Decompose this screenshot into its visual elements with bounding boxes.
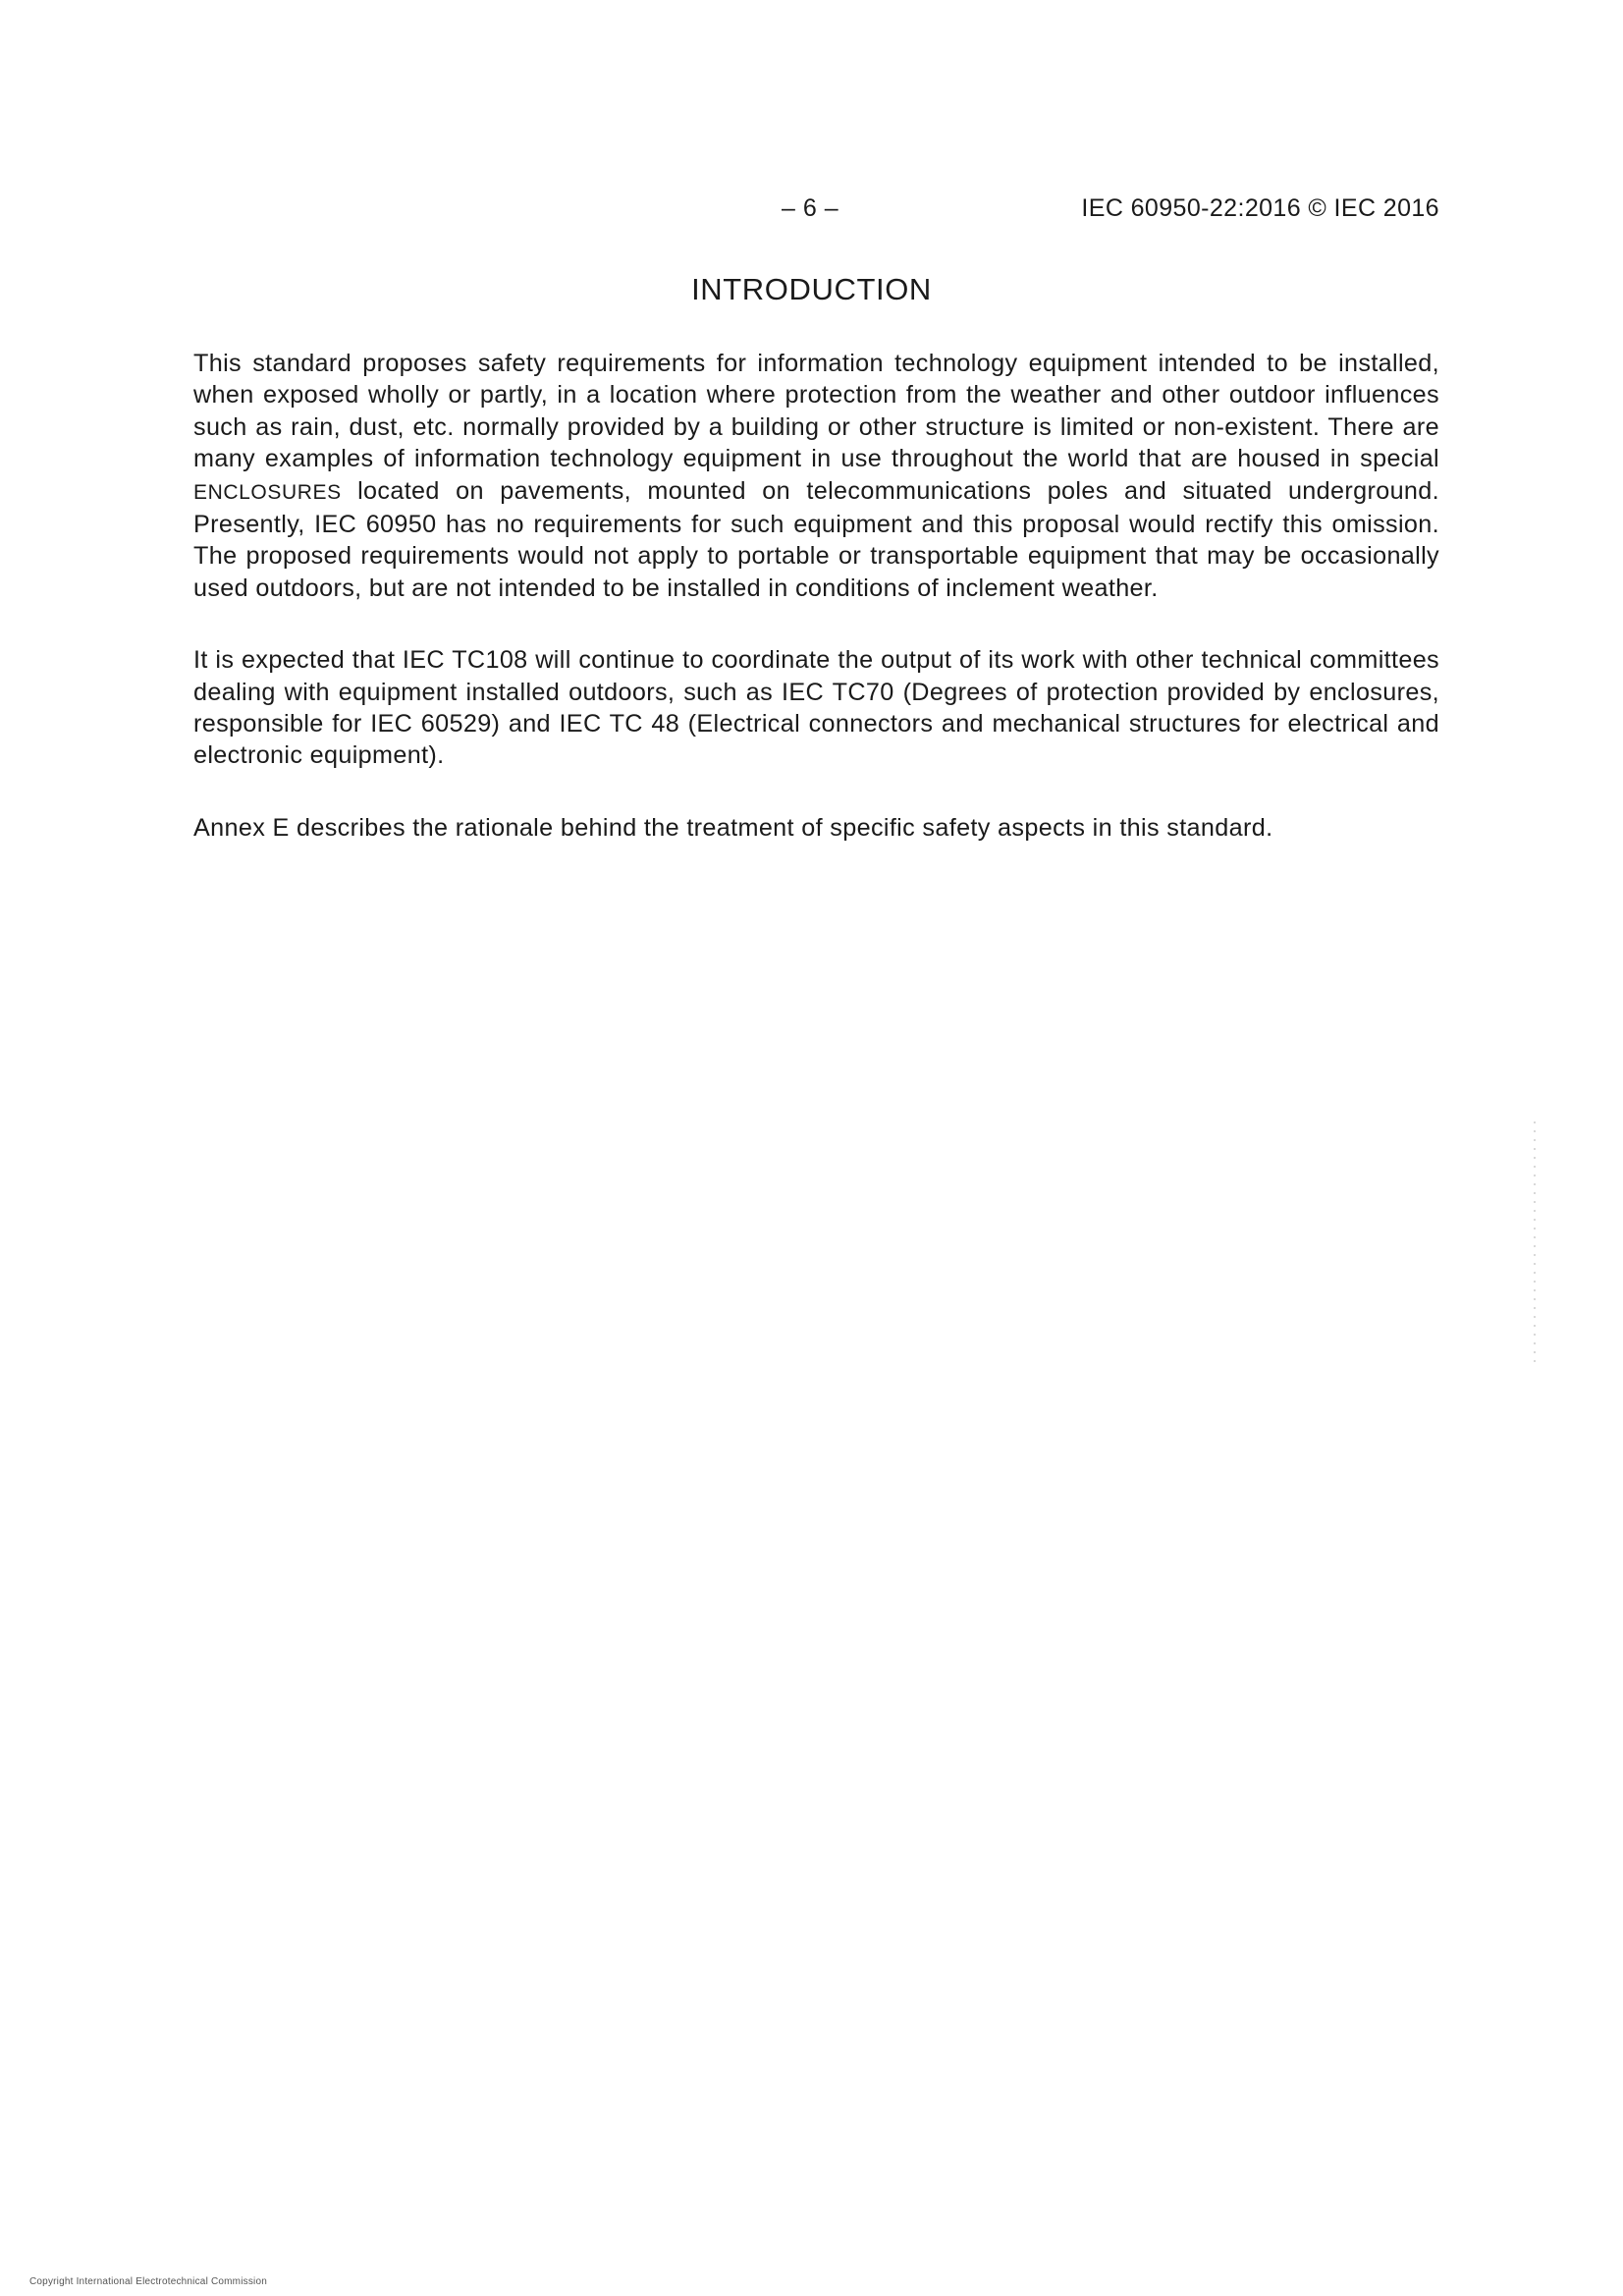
paragraph-scope-text-2: located on pavements, mounted on telecommunications poles and situated underground. Presently, IEC 60950 has no requirements for such equipment and this proposal would rectify this omission. The proposed requirements would not apply to portable or transportable equipment that may be occasionally used outdoors, but are not intended to be installed in conditions of inclement weather. [193, 476, 1439, 602]
paragraph-scope-text-1: This standard proposes safety requirements for information technology equipment intended to be installed, when exposed wholly or partly, in a location where protection from the weather and other outdoor influences such as rain, dust, etc. normally provided by a building or other structure is limited or non-existent. There are many examples of information technology equipment in use throughout the world that are housed in special [193, 350, 1439, 473]
page-title: INTRODUCTION [691, 272, 932, 306]
document-reference: IEC 60950-22:2016 © IEC 2016 [1081, 194, 1439, 222]
paragraph-scope [193, 348, 1439, 604]
copyright-footer: Copyright International Electrotechnical Commission [29, 2276, 267, 2287]
page-number: – 6 – [782, 194, 839, 222]
paragraph-coordination: It is expected that IEC TC108 will continue to coordinate the output of its work with other technical committees dealing with equipment installed outdoors, such as IEC TC70 (Degrees of protection provided by enclosures, responsible for IEC 60529) and IEC TC 48 (Electrical connectors and mechanical structures for electrical and electronic equipment). [193, 646, 1439, 770]
document-body [193, 348, 1439, 884]
scan-artifact-mark [1534, 1121, 1536, 1367]
defined-term-enclosures: ENCLOSURES [193, 480, 342, 504]
paragraph-annex-reference: Annex E describes the rationale behind the treatment of specific safety aspects in this standard. [193, 813, 1273, 842]
